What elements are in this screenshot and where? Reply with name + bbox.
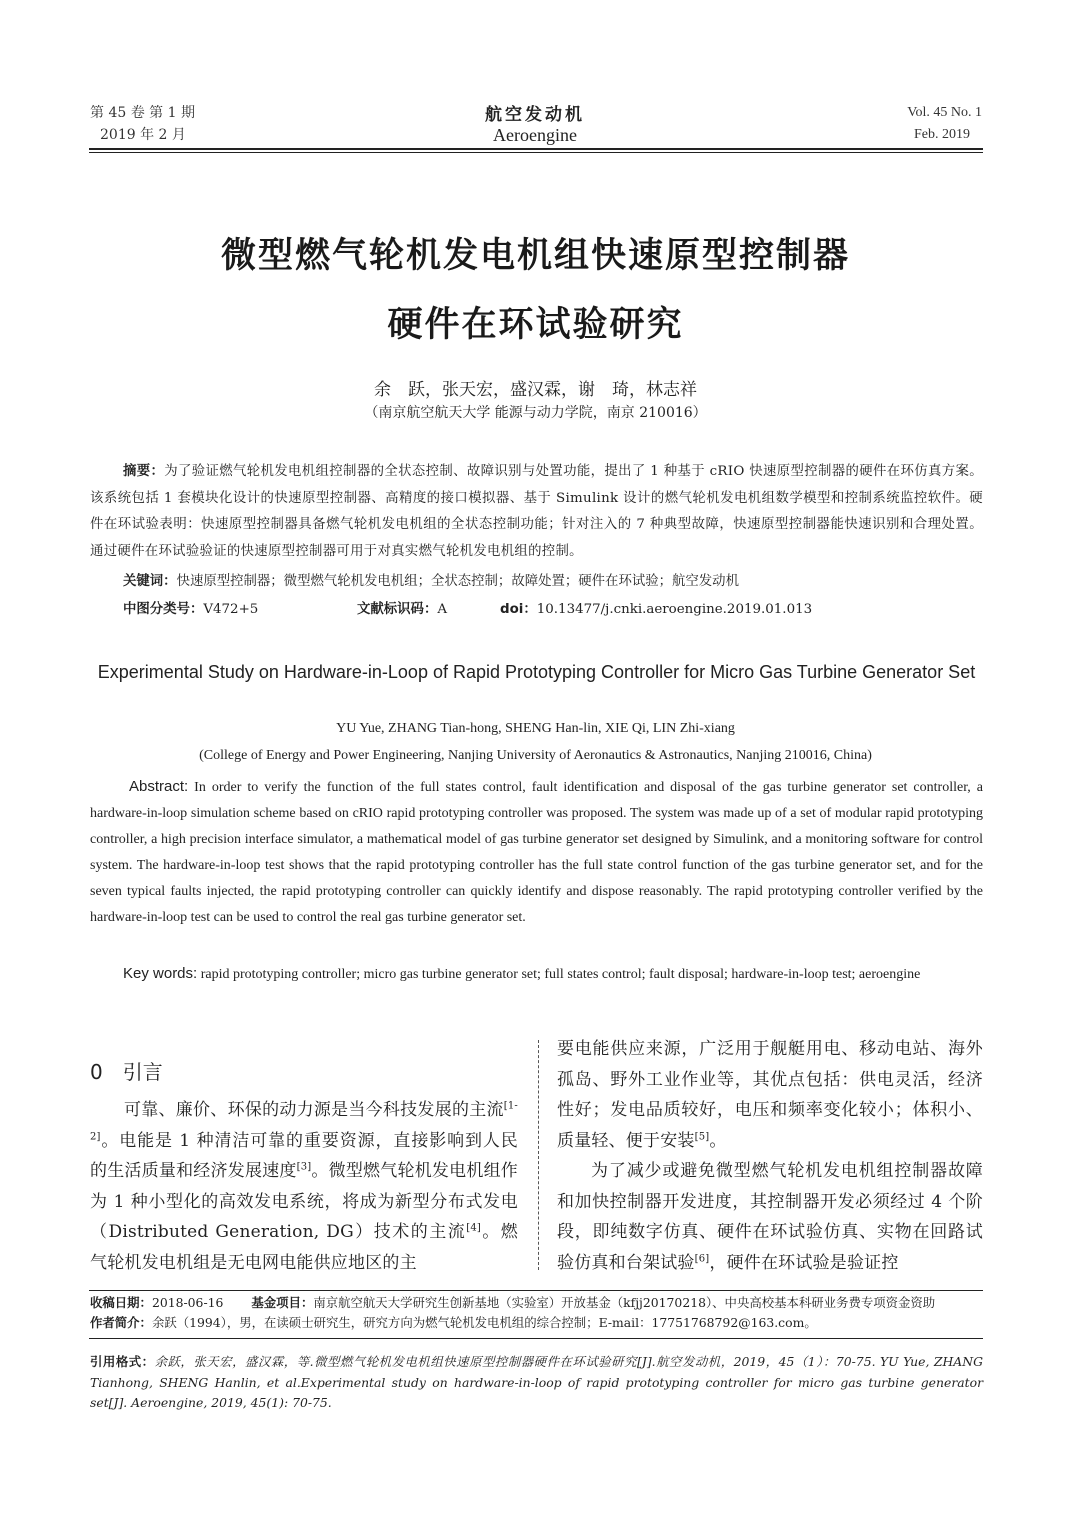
section-heading-introduction: 0 引言 <box>90 1060 163 1084</box>
doi-label: doi： <box>500 602 537 617</box>
paper-title-line1: 微型燃气轮机发电机组快速原型控制器 <box>220 235 850 276</box>
citation-ref: [4] <box>466 1222 481 1234</box>
paragraph: 为了减少或避免微型燃气轮机发电机组控制器故障和加快控制器开发进度，其控制器开发必须经过 4 个阶段，即纯数字仿真、硬件在环试验仿真、实物在回路试验仿真和台架试验[6]，硬件在环试验是验证控 <box>557 1161 983 1273</box>
affiliation-cn: （南京航空航天大学 能源与动力学院，南京 210016） <box>364 405 707 421</box>
keywords-en <box>90 961 983 988</box>
received-date: 2018-06-16 <box>151 1295 224 1310</box>
english-title: Experimental Study on Hardware-in-Loop of Rapid Prototyping Controller for Micro Gas Turbine Generator Set <box>97 662 976 682</box>
header-rule-thick <box>89 148 983 150</box>
author-bio: 余跃（1994），男，在读硕士研究生，研究方向为燃气轮机发电机组的综合控制；E-mail：17751768792@163.com。 <box>151 1315 817 1330</box>
body-left-column <box>90 1095 518 1278</box>
journal-name <box>385 100 685 146</box>
doi-value: 10.13477/j.cnki.aeroengine.2019.01.013 <box>536 602 813 617</box>
citation-format <box>90 1352 983 1414</box>
citation-ref: [6] <box>694 1252 710 1264</box>
journal-volume-en <box>780 102 982 146</box>
citation-ref: [5] <box>694 1130 710 1142</box>
clc-number <box>123 599 258 621</box>
keywords-cn <box>123 571 739 593</box>
citation-ref: [3] <box>296 1161 312 1173</box>
keywords-en-label: Key words: <box>123 965 198 982</box>
received-date-line: 收稿日期：2018-06-16 基金项目：南京航空航天大学研究生创新基地（实验室）开放基金（kfjj20170218）、中央高校基本科研业务费专项资金资助 <box>90 1295 936 1310</box>
abstract-en-text: In order to verify the function of the full states control, fault identification and disposal of the gas turbine generator set controller, a hardware-in-loop simulation scheme based on cRIO rapid prototyping controller was proposed. The system was made up of a set of modular rapid prototyping controller, a high precision interface simulator, a mathematical model of gas turbine generator set designed by Simulink, and a monitoring software for control system. The hardware-in-loop test shows that the rapid prototyping controller has the full state control function of the gas turbine generator set, and for the seven typical faults injected, the rapid prototyping controller can quickly identify and dispose reasonably. The rapid prototyping controller verified by the hardware-in-loop test can be used to control the real gas turbine generator set. <box>90 780 983 925</box>
fund-info: 南京航空航天大学研究生创新基地（实验室）开放基金（kfjj20170218）、中央高校基本科研业务费专项资金资助 <box>313 1295 936 1310</box>
clc-value: V472+5 <box>203 602 259 617</box>
issue-date: 2019 年 2 月 <box>100 127 186 143</box>
abstract-cn-label: 摘要： <box>123 464 165 479</box>
journal-issue <box>90 102 195 146</box>
abstract-en-label: Abstract: <box>129 778 189 795</box>
paragraph: 要电能供应来源，广泛用于舰艇用电、移动电站、海外孤岛、野外工业作业等，其优点包括：供电灵活，经济性好；发电品质较好，电压和频率变化较小；体积小、质量轻、便于安装[5]。 <box>557 1039 983 1151</box>
citation-label: 引用格式： <box>90 1354 155 1369</box>
doc-code-value: A <box>437 602 448 617</box>
authors-cn: 余 跃，张天宏，盛汉霖，谢 琦，林志祥 <box>374 380 697 400</box>
document-code <box>357 599 447 621</box>
abstract-cn <box>90 459 983 565</box>
abstract-cn-text: 为了验证燃气轮机发电机组控制器的全状态控制、故障识别与处置功能，提出了 1 种基于 cRIO 快速原型控制器的硬件在环仿真方案。该系统包括 1 套模块化设计的快速原型控制器、高精度的接口模拟器、基于 Simulink 设计的燃气轮机发电机组数学模型和控制系统监控软件。硬件在环试验表明：快速原型控制器具备燃气轮机发电机组的全状态控制功能；针对注入的 7 种典型故障，快速原型控制器能快速识别和合理处置。通过硬件在环试验验证的快速原型控制器可用于对真实燃气轮机发电机组的控制。 <box>90 464 983 559</box>
abstract-en <box>90 774 983 931</box>
volume-en: Vol. 45 No. 1 <box>907 105 982 120</box>
footnote-rule <box>89 1290 983 1291</box>
body-right-column <box>557 1034 983 1278</box>
footnotes <box>90 1293 983 1333</box>
date-en: Feb. 2019 <box>914 127 970 142</box>
clc-label: 中图分类号： <box>123 602 204 617</box>
author-bio-line: 作者简介：余跃（1994），男，在读硕士研究生，研究方向为燃气轮机发电机组的综合控制；E-mail：17751768792@163.com。 <box>90 1315 817 1330</box>
citation-text: 余跃，张天宏，盛汉霖，等.微型燃气轮机发电机组快速原型控制器硬件在环试验研究[J].航空发动机，2019，45（1）：70-75. YU Yue, ZHANG Tianhong, SHENG Hanlin, et al.Experimental study on hardware-in-loop of rapid prototyping controller for micro gas turbine generator set[J]. Aeroengine, 2019, 45(1): 70-75. <box>90 1354 983 1410</box>
citation-ref: [1-2] <box>90 1100 518 1142</box>
citation-rule <box>89 1338 983 1339</box>
volume-issue: 第 45 卷 第 1 期 <box>90 105 195 121</box>
authors-en: YU Yue, ZHANG Tian-hong, SHENG Han-lin, XIE Qi, LIN Zhi-xiang <box>336 721 735 736</box>
affiliation-en: (College of Energy and Power Engineering, Nanjing University of Aeronautics & Astronautics, Nanjing 210016, China) <box>199 748 872 763</box>
paragraph: 可靠、廉价、环保的动力源是当今科技发展的主流[1-2]。电能是 1 种清洁可靠的重要资源，直接影响到人民的生活质量和经济发展速度[3]。微型燃气轮机发电机组作为 1 种小型化的高效发电系统，将成为新型分布式发电（Distributed Generation, DG）技术的主流[4]。燃气轮机发电机组是无电网电能供应地区的主 <box>90 1100 519 1273</box>
header-rule-thin <box>89 152 983 153</box>
column-divider <box>538 1040 539 1270</box>
keywords-cn-text: 快速原型控制器；微型燃气轮机发电机组；全状态控制；故障处置；硬件在环试验；航空发动机 <box>176 574 739 589</box>
paper-title-line2: 硬件在环试验研究 <box>387 304 684 345</box>
doc-code-label: 文献标识码： <box>357 602 438 617</box>
journal-name-en: Aeroengine <box>493 125 577 145</box>
keywords-en-text: rapid prototyping controller; micro gas turbine generator set; full states control; fault disposal; hardware-in-loop test; aeroengine <box>200 967 921 982</box>
journal-name-cn: 航空发动机 <box>485 105 585 125</box>
keywords-cn-label: 关键词： <box>123 574 177 589</box>
doi <box>500 599 812 621</box>
